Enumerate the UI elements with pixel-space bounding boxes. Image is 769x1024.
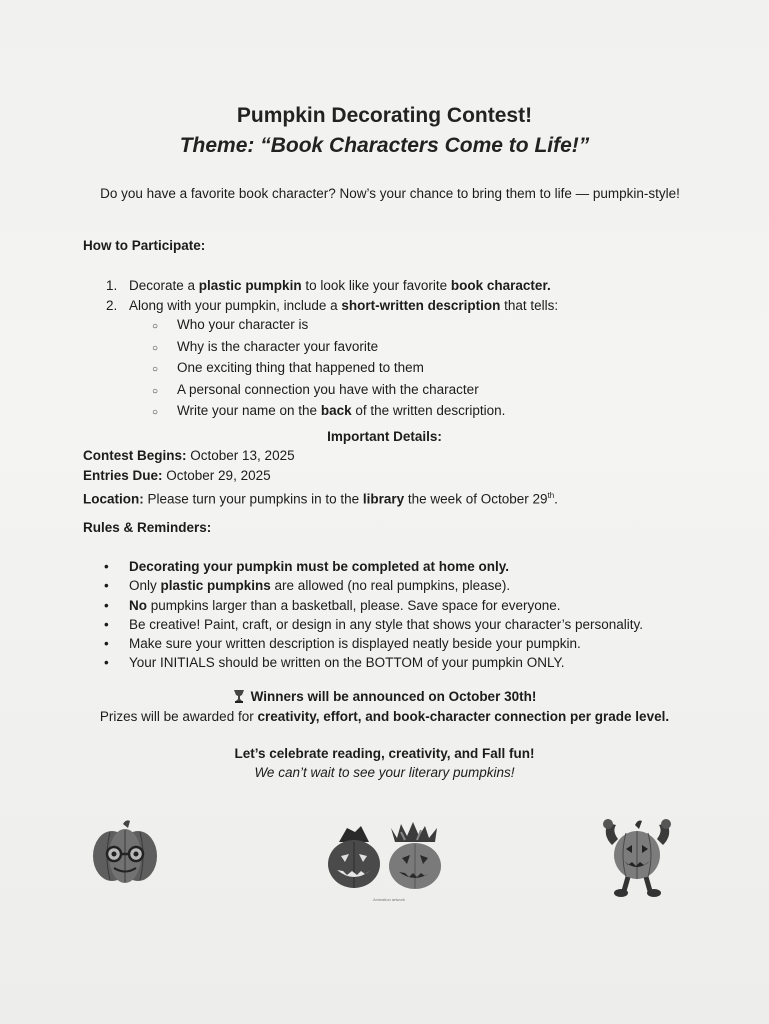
subitem: ○ Who your character is [152,315,505,337]
prizes-text: Prizes will be awarded for creativity, effort, and book-character connection per grade level. [99,709,670,724]
subitem: ○ Write your name on the back of the written description. [152,401,505,423]
rule-item: • Be creative! Paint, craft, or design in any style that shows your character’s personality. [104,615,643,634]
participation-steps [106,276,706,316]
important-details-heading: Important Details: [327,429,442,444]
rule-item: • Only plastic pumpkins are allowed (no real pumpkins, please). [104,576,643,595]
trophy-icon [233,689,245,703]
celebrate-text: Let’s celebrate reading, creativity, and Fall fun! [234,746,535,761]
winners-announcement: Winners will be announced on October 30th! [0,689,769,704]
bullet-icon: • [104,578,109,594]
hollow-bullet-icon: ○ [152,385,159,397]
entries-due: Entries Due: October 29, 2025 [83,468,271,483]
how-to-participate-heading: How to Participate: [83,238,206,253]
rules-list [104,557,643,673]
rule-item: • Your INITIALS should be written on the BOTTOM of your pumpkin ONLY. [104,653,643,672]
subitem: ○ Why is the character your favorite [152,337,505,359]
rules-heading: Rules & Reminders: [83,520,212,535]
description-subitems [152,315,505,423]
cant-wait-text: We can’t wait to see your literary pumpkins! [254,765,515,780]
svg-text:Animation artwork: Animation artwork [372,897,406,902]
location: Location: Please turn your pumpkins in to the library the week of October 29th. [83,491,558,507]
intro-text: Do you have a favorite book character? Now’s your chance to bring them to life — pumpkin-style! [100,186,680,201]
theme-subtitle: Theme: “Book Characters Come to Life!” [179,134,590,157]
rule-item: • No pumpkins larger than a basketball, please. Save space for everyone. [104,596,643,615]
contest-begins: Contest Begins: October 13, 2025 [83,448,295,463]
bullet-icon: • [104,655,109,671]
jack-o-lanterns-icon [325,820,453,904]
bullet-icon: • [104,616,109,632]
pumpkin-glasses-icon [90,818,160,886]
subitem: ○ One exciting thing that happened to them [152,358,505,380]
hollow-bullet-icon: ○ [152,321,159,332]
bullet-icon: • [104,597,109,613]
hollow-bullet-icon: ○ [152,407,159,418]
step-2: 2. Along with your pumpkin, include a short-written description that tells: [106,298,559,313]
step-1: 1. Decorate a plastic pumpkin to look like your favorite book character. [106,278,551,293]
hollow-bullet-icon: ○ [152,342,159,354]
subitem: ○ A personal connection you have with the character [152,380,505,402]
bullet-icon: • [104,559,109,574]
rule-item: • Decorating your pumpkin must be completed at home only. [104,557,643,576]
page-title: Pumpkin Decorating Contest! [236,104,533,127]
strong-pumpkin-icon [600,815,675,900]
hollow-bullet-icon: ○ [152,364,159,375]
rule-item: • Make sure your written description is displayed neatly beside your pumpkin. [104,634,643,653]
important-details [83,446,558,510]
bullet-icon: • [104,636,109,652]
